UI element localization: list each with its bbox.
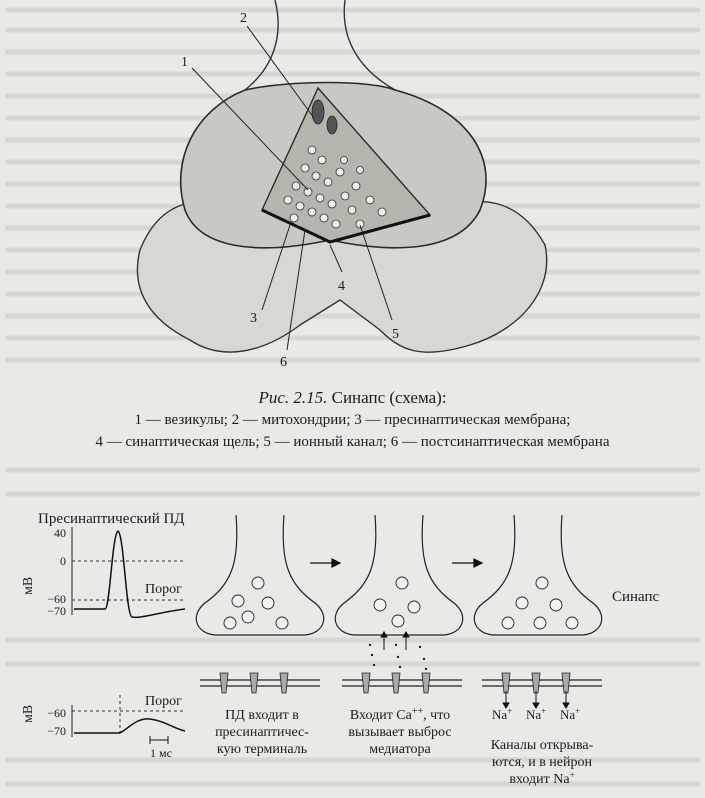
stage2-line1: Входит Ca++, что [349, 706, 451, 723]
figure-number-4: 4 [338, 279, 345, 294]
figure-number-6: 6 [280, 355, 287, 370]
tick-40: 40 [54, 526, 66, 540]
top-graph-ylabel: мВ [21, 576, 36, 595]
figure-number-3: 3 [250, 311, 257, 326]
stage3-line1: Каналы открыва- [490, 738, 594, 753]
stage2-line2: вызывает выброс [348, 725, 452, 740]
presynaptic-ap-title: Пресинаптический ПД [38, 511, 185, 527]
na-label-2: Na+ [526, 706, 547, 722]
tick-minus60: −60 [47, 592, 66, 606]
caption-prefix: Рис. 2.15. [258, 388, 328, 407]
synapse-scheme [0, 495, 705, 798]
tick-minus70: −70 [47, 604, 66, 618]
stage3-line3: входит Na+ [509, 770, 575, 787]
top-threshold-label: Порог [145, 582, 182, 597]
bottom-graph-ylabel: мВ [21, 704, 36, 723]
stage2-line3: медиатора [369, 742, 431, 757]
legend-line-1: 1 — везикулы; 2 — митохондрии; 3 — пресинаптическая мембрана; [134, 412, 571, 428]
na-label-1: Na+ [492, 706, 513, 722]
legend-line-2: 4 — синаптическая щель; 5 — ионный канал; 6 — постсинаптическая мембрана [95, 434, 610, 450]
tick-0: 0 [60, 554, 66, 568]
stage1-line2: пресинаптичес- [215, 725, 309, 740]
tick-b-minus60: −60 [47, 706, 66, 720]
synapse-illustration [0, 0, 705, 385]
figure-number-1: 1 [181, 55, 188, 70]
stage3-line2: ются, и в нейрон [491, 755, 593, 770]
stage1-line3: кую терминаль [216, 742, 308, 757]
terminal-1 [196, 515, 323, 635]
tick-b-minus70: −70 [47, 724, 66, 738]
figure-number-2: 2 [240, 11, 247, 26]
figure-number-5: 5 [392, 327, 399, 342]
figure-caption [0, 388, 705, 408]
time-scale-label: 1 мс [150, 746, 172, 760]
caption-title: Синапс (схема): [331, 388, 447, 407]
stage1-line1: ПД входит в [225, 708, 299, 723]
synapse-label: Синапс [612, 589, 660, 605]
na-label-3: Na+ [560, 706, 581, 722]
bottom-threshold-label: Порог [145, 694, 182, 709]
